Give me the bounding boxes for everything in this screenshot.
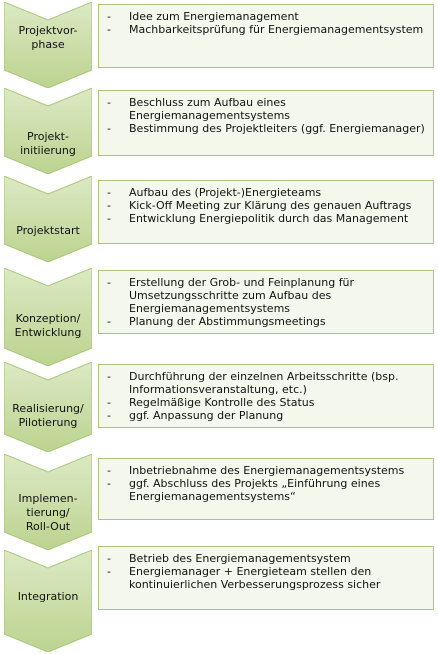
phase-task-item — [107, 122, 427, 135]
phase-description-box — [98, 90, 434, 156]
phase-task-list — [107, 186, 427, 225]
task-text: ggf. Anpassung der Planung — [129, 409, 284, 422]
task-text: Beschluss zum Aufbau eines Energiemanagementsystems — [129, 96, 291, 122]
phase-task-item — [107, 409, 427, 422]
phase-description-box — [98, 180, 434, 244]
task-text: Kick-Off Meeting zur Klärung des genauen Auftrags — [129, 199, 412, 212]
phase-description-box — [98, 546, 434, 610]
phase-label: Konzeption/ Entwicklung — [14, 312, 82, 339]
phase-description-box — [98, 458, 434, 520]
phase-label: Realisierung/ Pilotierung — [12, 402, 84, 429]
task-text: Betrieb des Energiemanagementsystem — [129, 552, 351, 565]
phase-chevron — [4, 268, 92, 366]
phase-task-item — [107, 315, 427, 328]
phase-chevron — [4, 176, 92, 262]
phase-chevron — [4, 362, 92, 452]
task-text: Entwicklung Energiepolitik durch das Management — [129, 212, 409, 225]
phase-step — [0, 2, 438, 88]
phase-task-item — [107, 552, 427, 565]
phase-task-item — [107, 96, 427, 122]
phase-task-list — [107, 552, 427, 591]
bullet-dash: - — [107, 370, 111, 383]
task-text: ggf. Abschluss des Projekts „Einführung eines Energiemanagementsystems“ — [129, 477, 381, 503]
phase-chevron — [4, 2, 92, 88]
phase-label: Projektstart — [16, 224, 80, 237]
bullet-dash: - — [107, 396, 111, 409]
phase-step — [0, 362, 438, 452]
task-text: Durchführung der einzelnen Arbeitsschritte (bsp. Informationsveranstaltung, etc.) — [129, 370, 399, 396]
phase-task-item — [107, 477, 427, 503]
bullet-dash: - — [107, 122, 111, 135]
bullet-dash: - — [107, 409, 111, 422]
phase-chevron — [4, 454, 92, 550]
chevron-shape — [4, 176, 92, 262]
task-text: Inbetriebnahme des Energiemanagementsystems — [129, 464, 405, 477]
task-text: Erstellung der Grob- und Feinplanung für Umsetzungsschritte zum Aufbau des Energiemanagementsystems — [129, 276, 355, 315]
phase-task-item — [107, 23, 427, 36]
phase-label: Integration — [17, 590, 79, 603]
phase-task-item — [107, 464, 427, 477]
bullet-dash: - — [107, 464, 111, 477]
bullet-dash: - — [107, 477, 111, 490]
phase-step — [0, 454, 438, 550]
phase-task-item — [107, 186, 427, 199]
task-text: Energiemanager + Energieteam stellen den kontinuierlichen Verbesserungsprozess sicher — [129, 565, 381, 591]
phase-description-box — [98, 4, 434, 68]
task-text: Regelmäßige Kontrolle des Status — [129, 396, 315, 409]
phase-chevron — [4, 88, 92, 174]
bullet-dash: - — [107, 276, 111, 289]
phase-task-list — [107, 370, 427, 422]
phase-task-item — [107, 276, 427, 315]
phase-label: Projektvor- phase — [18, 24, 78, 51]
bullet-dash: - — [107, 186, 111, 199]
phase-task-item — [107, 212, 427, 225]
phase-task-item — [107, 565, 427, 591]
bullet-dash: - — [107, 96, 111, 109]
bullet-dash: - — [107, 212, 111, 225]
phase-task-item — [107, 396, 427, 409]
phase-task-list — [107, 276, 427, 328]
bullet-dash: - — [107, 565, 111, 578]
phase-description-box — [98, 364, 434, 428]
phase-step — [0, 550, 438, 652]
phase-task-list — [107, 96, 427, 135]
bullet-dash: - — [107, 23, 111, 36]
task-text: Planung der Abstimmungsmeetings — [129, 315, 326, 328]
phase-task-item — [107, 10, 427, 23]
phase-step — [0, 268, 438, 366]
bullet-dash: - — [107, 315, 111, 328]
phase-step — [0, 176, 438, 262]
bullet-dash: - — [107, 552, 111, 565]
phase-label: Implemen- tierung/ Roll-Out — [18, 492, 78, 533]
task-text: Aufbau des (Projekt-)Energieteams — [129, 186, 322, 199]
chevron-arrow — [4, 176, 92, 262]
task-text: Bestimmung des Projektleiters (ggf. Energiemanager) — [129, 122, 425, 135]
phase-task-item — [107, 370, 427, 396]
task-text: Idee zum Energiemanagement — [129, 10, 299, 23]
phase-description-box — [98, 270, 434, 334]
phase-task-list — [107, 464, 427, 503]
phase-chevron — [4, 550, 92, 652]
phase-task-item — [107, 199, 427, 212]
bullet-dash: - — [107, 10, 111, 23]
task-text: Machbarkeitsprüfung für Energiemanagementsystem — [129, 23, 424, 36]
phase-step — [0, 88, 438, 174]
phase-task-list — [107, 10, 427, 36]
phase-label: Projekt- initiierung — [20, 130, 76, 157]
bullet-dash: - — [107, 199, 111, 212]
